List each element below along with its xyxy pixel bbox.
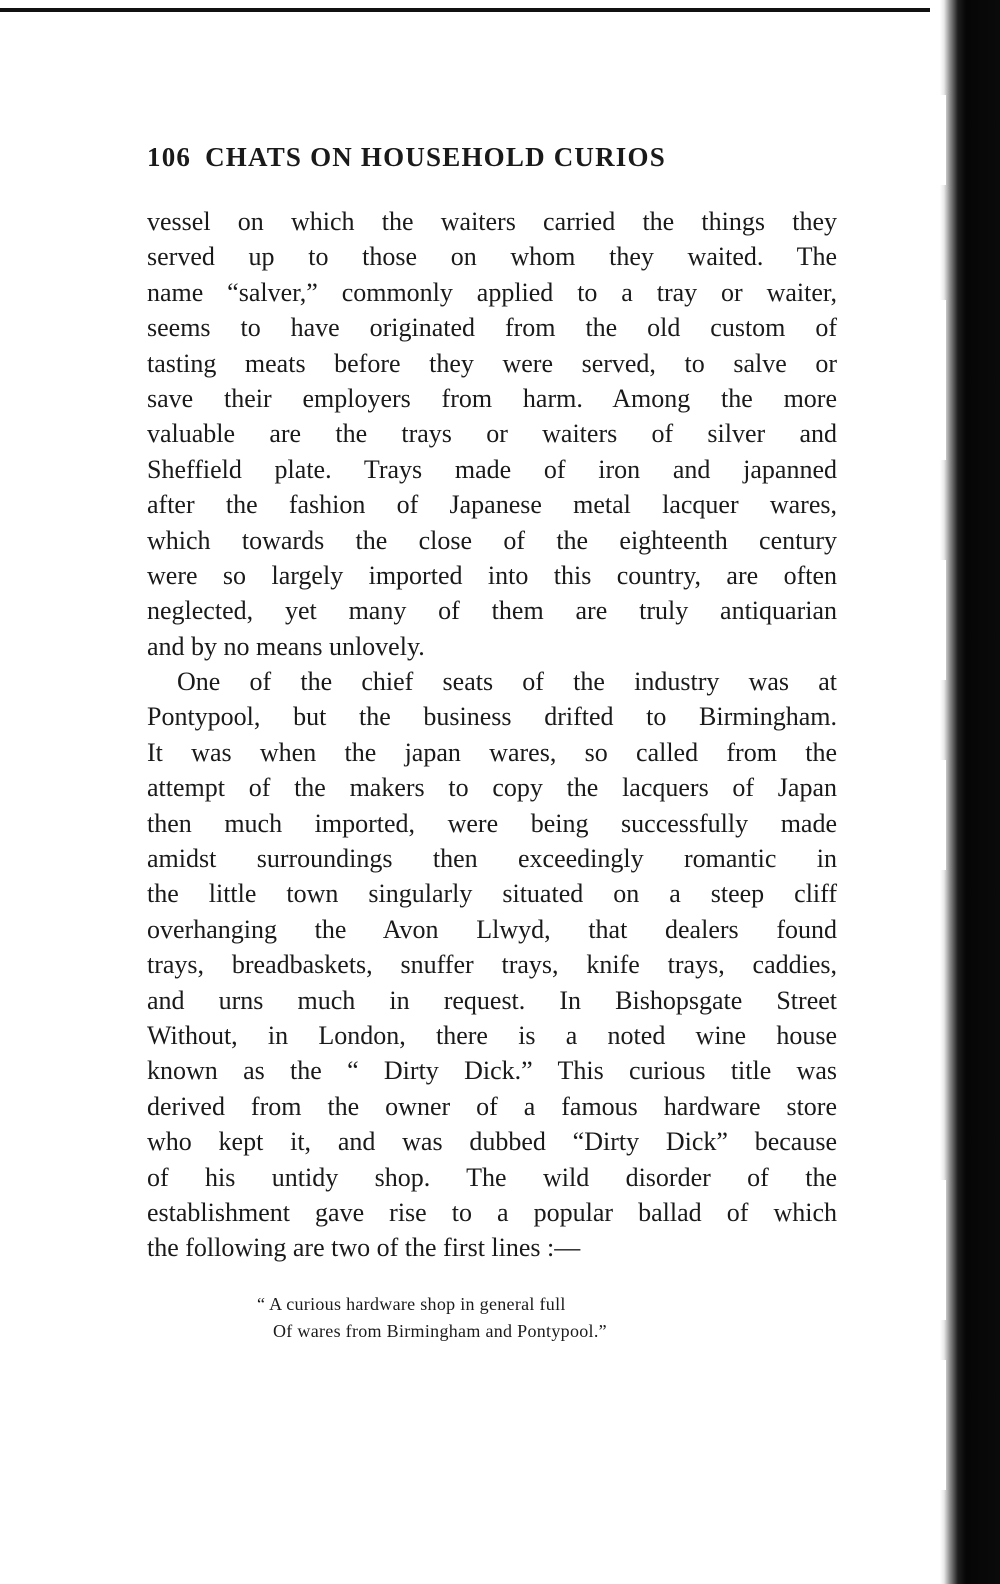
text-line: the following are two of the first lines :— xyxy=(147,1233,581,1263)
text-line: were so largely imported into this country, are often xyxy=(147,560,837,590)
text-line: vessel on which the waiters carried the things they xyxy=(147,207,837,236)
text-line: after the fashion of Japanese metal lacquer wares, xyxy=(147,490,837,520)
text-line: Pontypool, but the business drifted to Birmingham. xyxy=(147,702,837,732)
paragraph xyxy=(147,204,837,664)
top-rule xyxy=(0,8,955,12)
text-line: Sheffield plate. Trays made of iron and japanned xyxy=(147,454,837,484)
text-line: tasting meats before they were served, to salve or xyxy=(147,348,837,378)
text-line: seems to have originated from the old custom of xyxy=(147,313,837,343)
text-line: valuable are the trays or waiters of silver and xyxy=(147,419,837,449)
text-line: the little town singularly situated on a steep cliff xyxy=(147,879,837,909)
verse-line: “ A curious hardware shop in general full xyxy=(257,1294,566,1314)
body-text xyxy=(147,204,837,1266)
text-line: save their employers from harm. Among the more xyxy=(147,383,837,413)
book-spine-edge xyxy=(930,0,1000,1584)
paragraph xyxy=(147,664,837,1266)
text-line: then much imported, were being successfully made xyxy=(147,808,837,838)
text-line: attempt of the makers to copy the lacquers of Japan xyxy=(147,773,837,803)
text-line: trays, breadbaskets, snuffer trays, knife trays, caddies, xyxy=(147,950,837,980)
verse-line: Of wares from Birmingham and Pontypool.” xyxy=(273,1321,607,1341)
verse-quote xyxy=(257,1291,607,1345)
text-line: known as the “ Dirty Dick.” This curious title was xyxy=(147,1056,837,1086)
text-line: neglected, yet many of them are truly antiquarian xyxy=(147,596,837,626)
running-title: CHATS ON HOUSEHOLD CURIOS xyxy=(205,142,666,172)
text-line: which towards the close of the eighteenth century xyxy=(147,525,837,555)
text-line: overhanging the Avon Llwyd, that dealers found xyxy=(147,914,837,944)
text-line: establishment gave rise to a popular ballad of which xyxy=(147,1197,837,1227)
text-line: It was when the japan wares, so called from the xyxy=(147,737,837,767)
text-line: derived from the owner of a famous hardware store xyxy=(147,1091,837,1121)
page-number: 106 xyxy=(147,142,192,172)
text-line: served up to those on whom they waited. The xyxy=(147,242,837,272)
text-line: name “salver,” commonly applied to a tray or waiter, xyxy=(147,277,837,307)
text-line: of his untidy shop. The wild disorder of the xyxy=(147,1162,837,1192)
text-line: One of the chief seats of the industry was at xyxy=(177,667,837,697)
text-line: and urns much in request. In Bishopsgate Street xyxy=(147,985,837,1015)
text-line: amidst surroundings then exceedingly romantic in xyxy=(147,844,837,874)
text-line: who kept it, and was dubbed “Dirty Dick” because xyxy=(147,1127,837,1157)
text-line: and by no means unlovely. xyxy=(147,631,425,661)
text-line: Without, in London, there is a noted wine house xyxy=(147,1020,837,1050)
running-head xyxy=(147,142,847,173)
